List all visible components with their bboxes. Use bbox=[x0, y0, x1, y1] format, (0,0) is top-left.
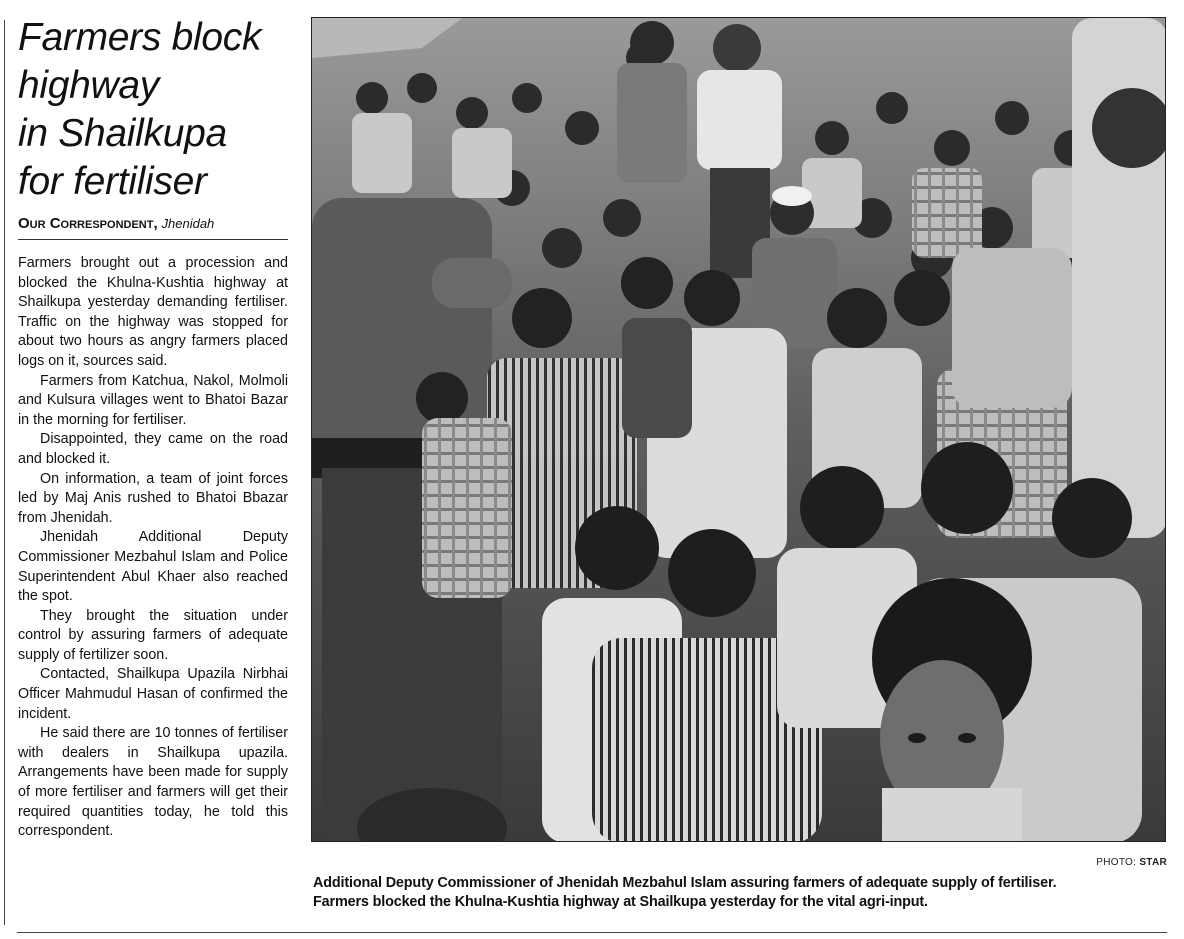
crowd-photo-illustration bbox=[312, 18, 1166, 842]
headline-line-4: for fertiliser bbox=[18, 160, 207, 203]
headline-line-2: highway bbox=[18, 64, 159, 107]
photo-credit bbox=[1096, 857, 1167, 868]
paragraph: Jhenidah Additional Deputy Commissioner Mezbahul Islam and Police Superintendent Abul Khaer also reached the spot. bbox=[18, 529, 288, 605]
paragraph: Disappointed, they came on the road and blocked it. bbox=[18, 431, 288, 467]
byline bbox=[18, 214, 288, 240]
photo-caption bbox=[313, 874, 1169, 912]
paragraph: Contacted, Shailkupa Upazila Nirbhai Officer Mahmudul Hasan of confirmed the incident. bbox=[18, 666, 288, 722]
article-headline bbox=[18, 14, 288, 206]
caption-line-1: Additional Deputy Commissioner of Jhenidah Mezbahul Islam assuring farmers of adequate supply of fertiliser. bbox=[313, 875, 1057, 891]
byline-author: Our Correspondent, bbox=[18, 215, 158, 232]
byline-location: Jhenidah bbox=[161, 216, 215, 231]
headline-line-3: in Shailkupa bbox=[18, 112, 227, 155]
photo-credit-source: STAR bbox=[1139, 857, 1167, 868]
photo-credit-prefix: PHOTO: bbox=[1096, 857, 1137, 868]
news-photo bbox=[311, 17, 1166, 842]
bottom-divider bbox=[17, 932, 1167, 933]
caption-line-2: Farmers blocked the Khulna-Kushtia highway at Shailkupa yesterday for the vital agri-input. bbox=[313, 894, 928, 910]
column-divider-left bbox=[4, 20, 5, 925]
paragraph: On information, a team of joint forces led by Maj Anis rushed to Bhatoi Bbazar from Jhenidah. bbox=[18, 470, 288, 526]
headline-line-1: Farmers block bbox=[18, 16, 262, 59]
paragraph: They brought the situation under control by assuring farmers of adequate supply of fertilizer soon. bbox=[18, 607, 288, 663]
paragraph: He said there are 10 tonnes of fertiliser with dealers in Shailkupa upazila. Arrangements have been made for supply of more fertiliser and farmers will get their required quantities today, he told this correspondent. bbox=[18, 725, 288, 840]
paragraph: Farmers brought out a procession and blocked the Khulna-Kushtia highway at Shailkupa yesterday demanding fertiliser. Traffic on the highway was stopped for about two hours as angry farmers placed logs on it, sources said. bbox=[18, 255, 288, 369]
article-column bbox=[18, 14, 288, 842]
paragraph: Farmers from Katchua, Nakol, Molmoli and Kulsura villages went to Bhatoi Bazar in the morning for fertiliser. bbox=[18, 372, 288, 428]
article-body bbox=[18, 254, 288, 842]
